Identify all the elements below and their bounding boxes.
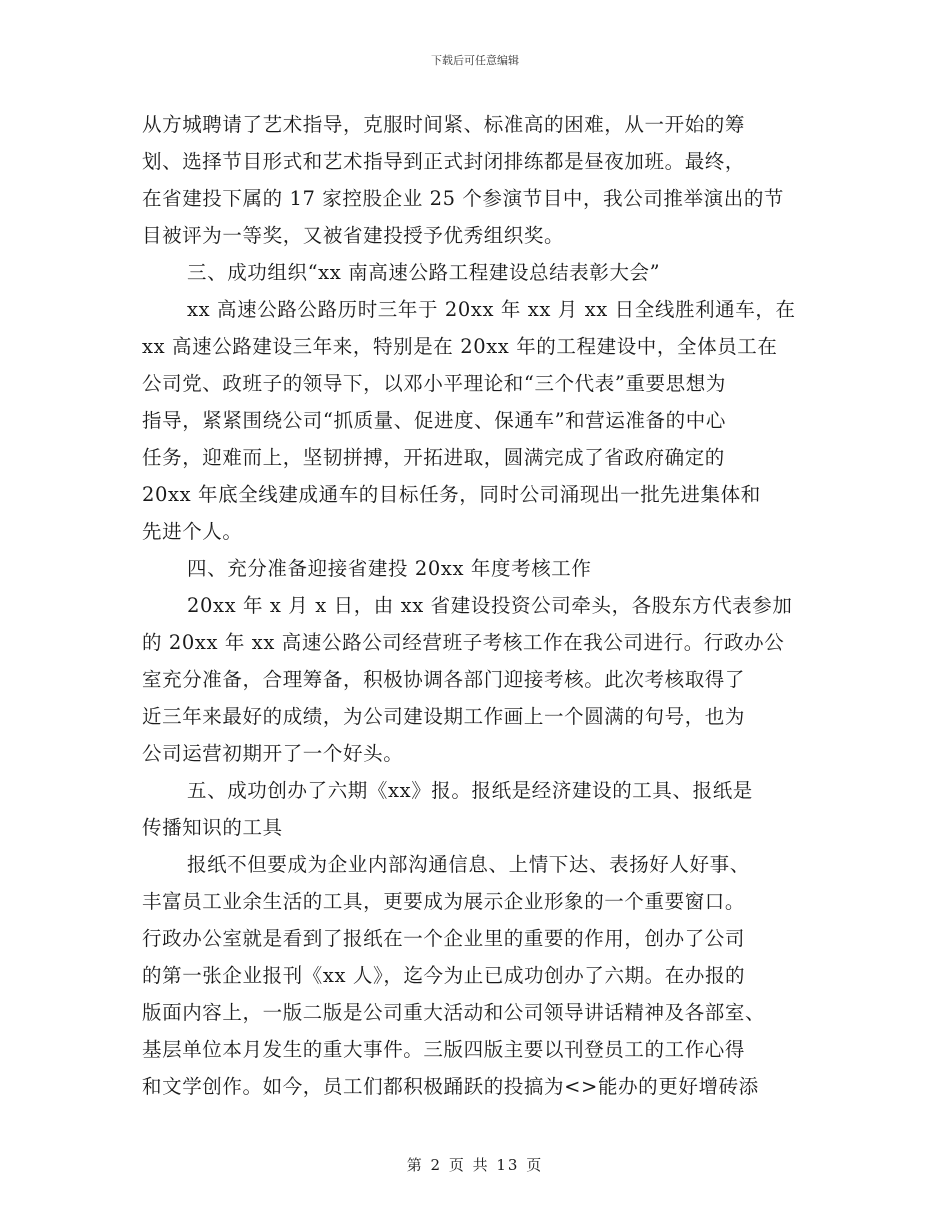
text-line: 丰富员工业余生活的工具，更要成为展示企业形象的一个重要窗口。 xyxy=(142,890,746,913)
text-line: 先进个人。 xyxy=(142,520,243,543)
text-line: 近三年来最好的成绩，为公司建设期工作画上一个圆满的句号，也为 xyxy=(142,705,746,728)
page-header: 下载后可任意编辑 xyxy=(431,54,519,67)
text-line: 基层单位本月发生的重大事件。三版四版主要以刊登员工的工作心得 xyxy=(142,1038,746,1061)
text-line: 任务，迎难而上，坚韧拼搏，开拓进取，圆满完成了省政府确定的 xyxy=(142,446,725,469)
text-line: 行政办公室就是看到了报纸在一个企业里的重要的作用，创办了公司 xyxy=(142,927,746,950)
text-line: 版面内容上，一版二版是公司重大活动和公司领导讲话精神及各部室、 xyxy=(142,1001,766,1024)
text-line: xx 高速公路建设三年来，特别是在 20xx 年的工程建设中，全体员工在 xyxy=(142,335,778,358)
document-body xyxy=(142,106,810,1105)
text-line: 公司党、政班子的领导下，以邓小平理论和“三个代表”重要思想为 xyxy=(142,372,726,395)
text-line: 20xx 年底全线建成通车的目标任务，同时公司涌现出一批先进集体和 xyxy=(142,483,761,506)
text-line: 和文学创作。如今，员工们都积极踊跃的投搞为<>能办的更好增砖添 xyxy=(142,1075,759,1098)
text-line: 传播知识的工具 xyxy=(142,816,283,839)
text-line: 五、成功创办了六期《xx》报。报纸是经济建设的工具、报纸是 xyxy=(187,779,753,802)
text-line: 的第一张企业报刊《xx 人》，迄今为止已成功创办了六期。在办报的 xyxy=(142,964,746,987)
text-line: 目被评为一等奖，又被省建投授予优秀组织奖。 xyxy=(142,224,565,247)
text-line: 的 20xx 年 xx 高速公路公司经营班子考核工作在我公司进行。行政办公 xyxy=(142,631,785,654)
text-line: 指导，紧紧围绕公司“抓质量、促进度、保通车”和营运准备的中心 xyxy=(142,409,726,432)
page-footer: 第 2 页 共 13 页 xyxy=(406,1156,544,1174)
text-line: 划、选择节目形式和艺术指导到正式封闭排练都是昼夜加班。最终， xyxy=(142,150,746,173)
text-line: 四、充分准备迎接省建投 20xx 年度考核工作 xyxy=(187,557,592,580)
text-line: 公司运营初期开了一个好头。 xyxy=(142,742,404,765)
text-line: xx 高速公路公路历时三年于 20xx 年 xx 月 xx 日全线胜利通车，在 xyxy=(187,298,796,321)
text-line: 20xx 年 x 月 x 日，由 xx 省建设投资公司牵头，各股东方代表参加 xyxy=(187,594,793,617)
text-line: 从方城聘请了艺术指导，克服时间紧、标准高的困难，从一开始的筹 xyxy=(142,113,746,136)
text-line: 室充分准备，合理筹备，积极协调各部门迎接考核。此次考核取得了 xyxy=(142,668,746,691)
text-line: 报纸不但要成为企业内部沟通信息、上情下达、表扬好人好事、 xyxy=(187,853,750,876)
text-line: 三、成功组织“xx 南高速公路工程建设总结表彰大会” xyxy=(187,261,661,284)
text-line: 在省建投下属的 17 家控股企业 25 个参演节目中，我公司推举演出的节 xyxy=(142,187,785,210)
